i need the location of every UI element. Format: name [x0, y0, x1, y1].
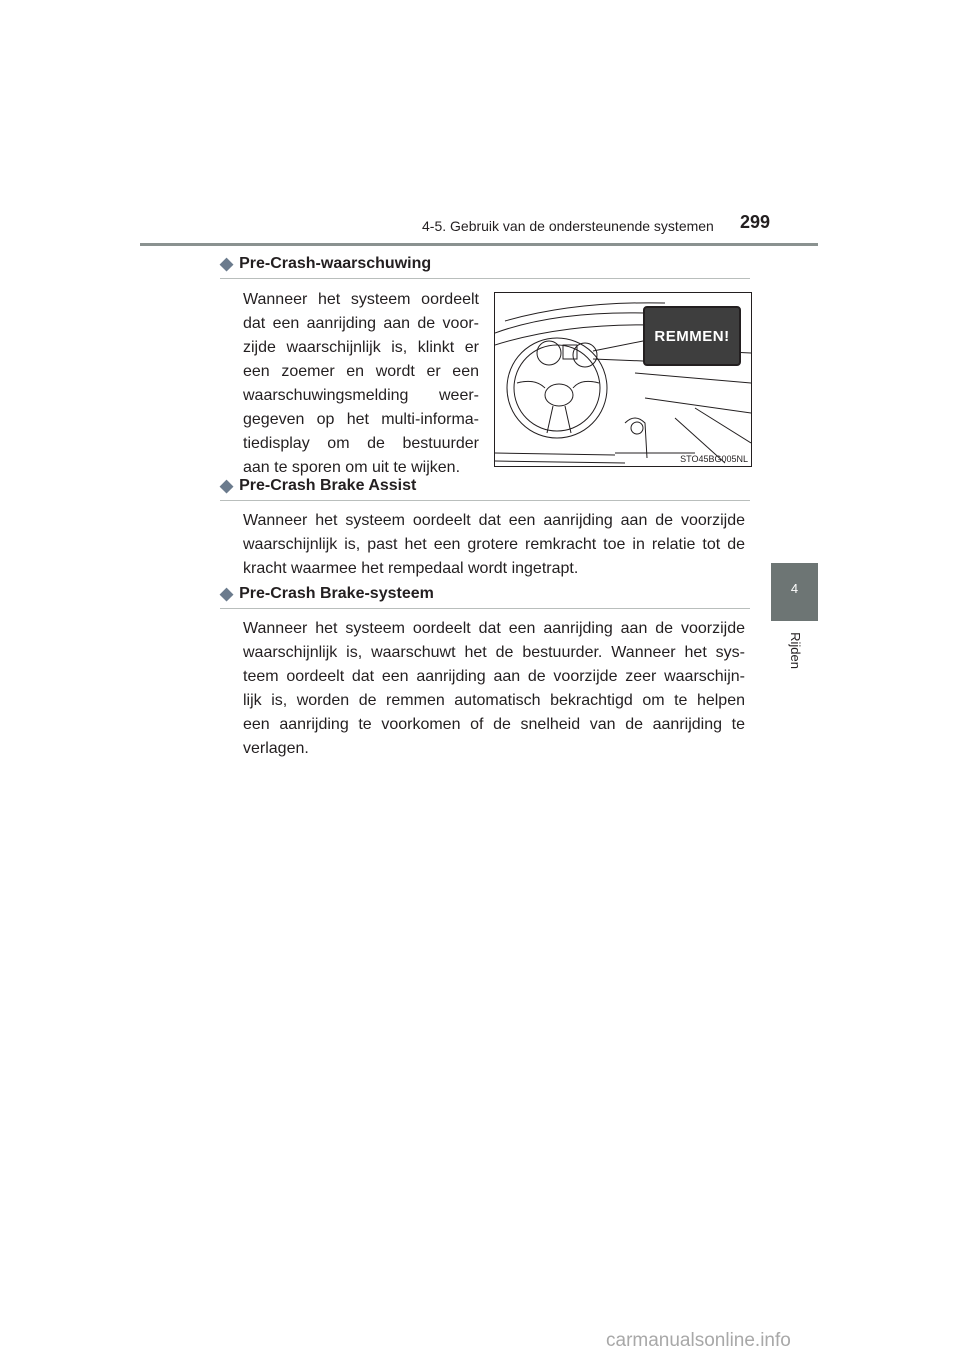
diamond-icon: ◆ — [220, 254, 234, 273]
body-line: teem oordeelt dat een aanrijding aan de voorzijde zeer waarschijn- — [243, 668, 745, 685]
body-line: Wanneer het systeem oordeelt dat een aanrijding aan de voorzijde — [243, 512, 745, 529]
body-line: dat een aanrijding aan de voor- — [243, 315, 479, 332]
body-line: waarschijnlijk is, waarschuwt het de bestuurder. Wanneer het sys- — [243, 644, 745, 661]
body-line: Wanneer het systeem oordeelt — [243, 291, 479, 308]
diamond-icon: ◆ — [220, 476, 234, 495]
body-line: een aanrijding te voorkomen of de snelheid van de aanrijding te — [243, 716, 745, 733]
section-body-pre-crash-warning — [243, 288, 479, 480]
remmen-display-callout — [643, 306, 741, 366]
section-body-brake-assist — [243, 509, 745, 581]
chapter-label-text: Rijden — [787, 631, 803, 669]
body-line: gegeven op het multi-informa- — [243, 411, 479, 428]
chapter-tab — [771, 563, 818, 621]
body-line: tiedisplay om de bestuurder — [243, 435, 479, 452]
figure-code: STO45BG005NL — [680, 454, 748, 464]
body-line: een zoemer en wordt er een — [243, 363, 479, 380]
remmen-message: REMMEN! — [654, 327, 730, 345]
body-line: zijde waarschijnlijk is, klinkt er — [243, 339, 479, 356]
chapter-number: 4 — [790, 581, 799, 596]
section-body-brake-system — [243, 617, 745, 761]
body-line: waarschuwingsmelding weer- — [243, 387, 479, 404]
body-line: Wanneer het systeem oordeelt dat een aanrijding aan de voorzijde — [243, 620, 745, 637]
section-heading-text: Pre-Crash Brake-systeem — [239, 585, 434, 602]
header-rule — [140, 243, 818, 246]
section-heading-brake-assist — [220, 476, 750, 501]
page-number: 299 — [740, 212, 771, 232]
section-heading-brake-system — [220, 584, 750, 609]
chapter-label — [772, 622, 818, 678]
body-line: waarschijnlijk is, past het een grotere remkracht toe in relatie tot de — [243, 536, 745, 553]
body-line: aan te sporen om uit te wijken. — [243, 459, 461, 476]
header-section-title: 4-5. Gebruik van de ondersteunende systemen — [422, 218, 714, 234]
body-line: kracht waarmee het rempedaal wordt ingetrapt. — [243, 560, 579, 577]
section-heading-pre-crash-warning — [220, 254, 750, 279]
diamond-icon: ◆ — [220, 584, 234, 603]
body-line: verlagen. — [243, 740, 309, 757]
section-heading-text: Pre-Crash Brake Assist — [239, 477, 417, 494]
watermark: carmanualsonline.info — [606, 1330, 791, 1351]
body-line: lijk is, worden de remmen automatisch bekrachtigd om te helpen — [243, 692, 745, 709]
section-heading-text: Pre-Crash-waarschuwing — [239, 255, 432, 272]
